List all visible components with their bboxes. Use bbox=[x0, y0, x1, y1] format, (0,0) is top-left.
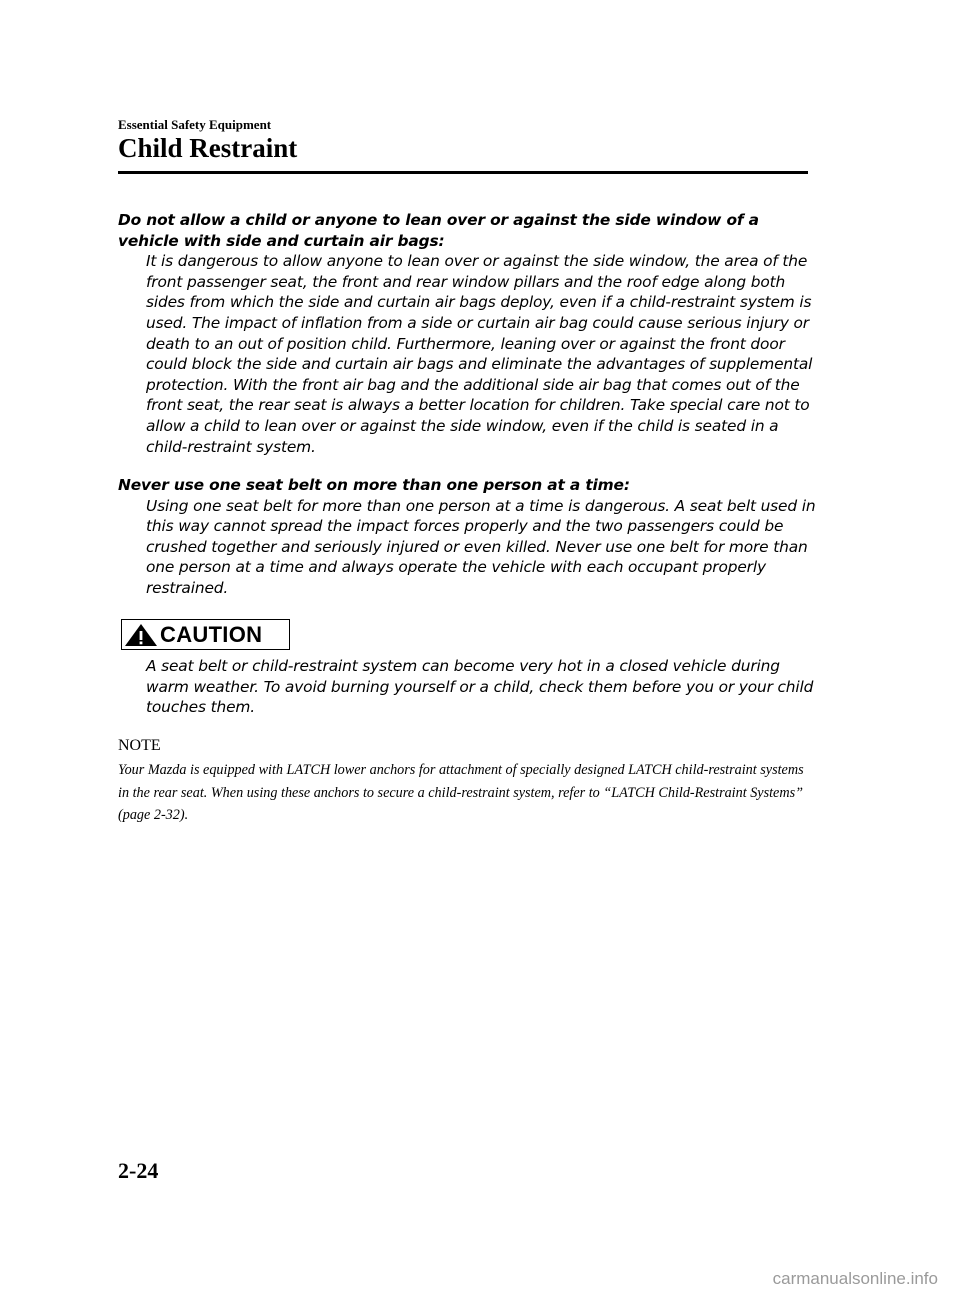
caution-label: CAUTION bbox=[160, 621, 263, 647]
warning-triangle-icon bbox=[124, 623, 158, 647]
watermark: carmanualsonline.info bbox=[772, 1269, 938, 1288]
warning-heading: Do not allow a child or anyone to lean over or against the side window of a vehicle with side and curtain air bags: bbox=[118, 211, 759, 250]
warning-side-window bbox=[118, 210, 818, 457]
note-text: Your Mazda is equipped with LATCH lower anchors for attachment of specially designed LATCH child-restraint systems in the rear seat. When using these anchors to secure a child-restraint system, refer to “LATCH Child-Restraint Systems” (page 2-32). bbox=[118, 762, 804, 824]
warning-seat-belt-sharing bbox=[118, 475, 818, 599]
warning-body: It is dangerous to allow anyone to lean over or against the side window, the area of the front passenger seat, the front and rear window pillars and the roof edge along both sides from which the side and curtain air bags deploy, even if a child-restraint system is used. The impact of inflation from a side or curtain air bag could cause serious injury or death to an out of position child. Furthermore, leaning over or against the front door could block the side and curtain air bags and eliminate the advantages of supplemental protection. With the front air bag and the additional side air bag that comes out of the front seat, the rear seat is always a better location for children. Take special care not to allow a child to lean over or against the side window, even if the child is seated in a child-restraint system. bbox=[146, 252, 813, 456]
page-title: Child Restraint bbox=[118, 133, 298, 163]
warning-heading: Never use one seat belt on more than one person at a time: bbox=[118, 476, 630, 494]
warning-body: Using one seat belt for more than one person at a time is dangerous. A seat belt used in this way cannot spread the impact forces properly and the two passengers could be crushed together and seriously injured or even killed. Never use one belt for more than one person at a time and always operate the vehicle with each occupant properly restrained. bbox=[146, 496, 816, 597]
section-label: Essential Safety Equipment bbox=[118, 117, 272, 132]
caution-text: A seat belt or child-restraint system can become very hot in a closed vehicle during warm weather. To avoid burning yourself or a child, check them before you or your child touches them. bbox=[146, 657, 814, 717]
caution-banner bbox=[121, 619, 290, 650]
page-number: 2-24 bbox=[118, 1158, 159, 1183]
title-divider bbox=[118, 171, 808, 174]
note-label: NOTE bbox=[118, 737, 161, 754]
